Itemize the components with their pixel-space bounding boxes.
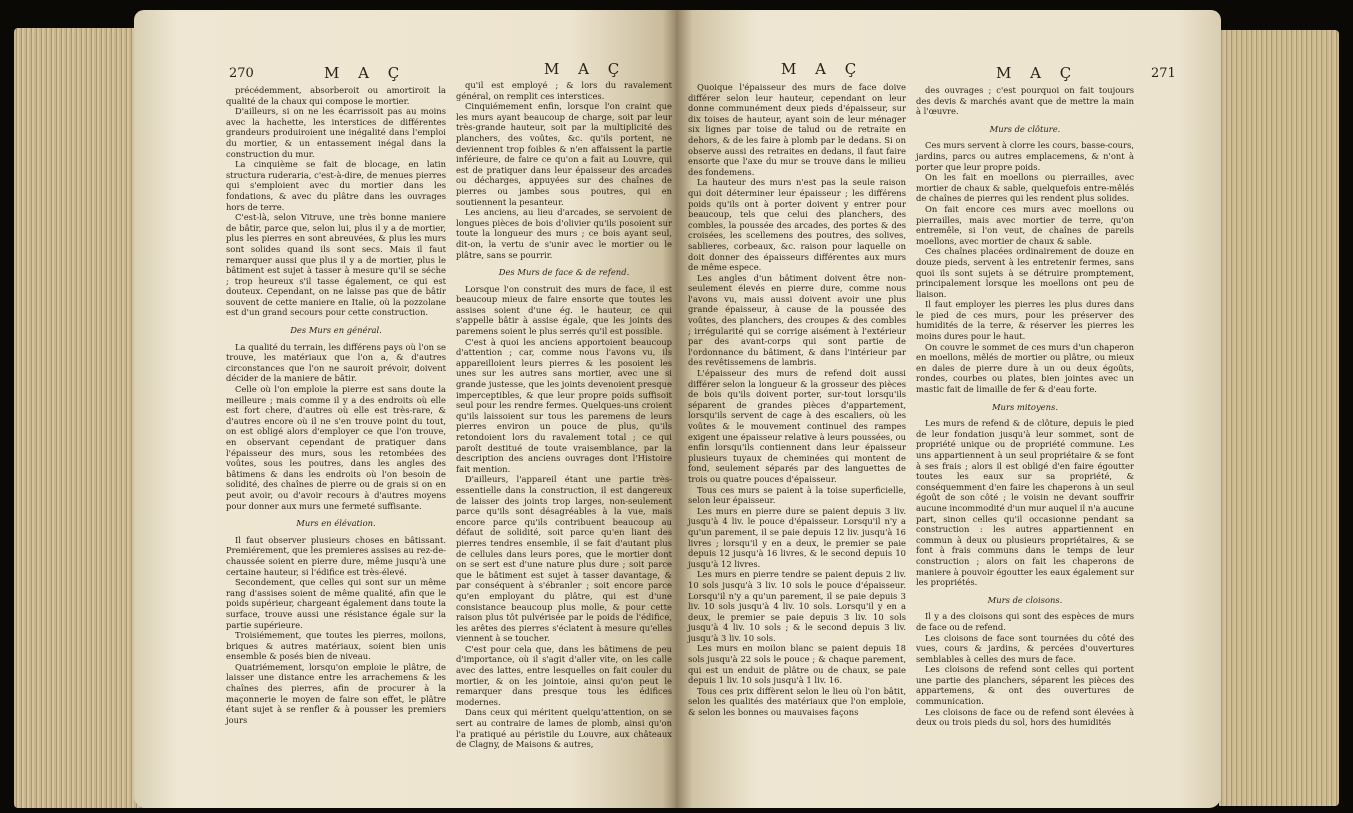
paragraph: Quoique l'épaisseur des murs de face doive différer selon leur hauteur, cependant on leur donne communément deux pieds d'épaisseur, sur dix toises de hauteur, ayant soin de leur ménager six lignes par toise de talud ou de retraite en dehors, & de les faire à plomb par le dedans. Si on observe aussi des retraites en dedans, il faut faire ensorte que l'axe du mur se trouve dans le milieu des fondemens. [688, 82, 906, 177]
right-page [676, 10, 1221, 808]
paragraph: Les murs en moilon blanc se paient depuis 18 sols jusqu'à 22 sols le pouce ; & chaque parement, qui est un enduit de plâtre ou de chaux, se paie depuis 1 liv. 10 sols jusqu'à 1 liv. 16. [688, 643, 906, 686]
paragraph: des ouvrages ; c'est pourquoi on fait toujours des devis & marchés avant que de mettre la main à l'œuvre. [916, 85, 1134, 117]
paragraph: Tous ces murs se paient à la toise superficielle, selon leur épaisseur. [688, 484, 906, 506]
paragraph: Troisiémement, que toutes les pierres, moilons, briques & autres matériaux, soient bien unis ensemble & posés bien de niveau. [226, 630, 446, 662]
paragraph: On fait encore ces murs avec moellons ou pierrailles, mais avec mortier de terre, qu'on entremêle, si l'on veut, de chaînes de pareils moellons, avec mortier de chaux & sable. [916, 203, 1134, 246]
paragraph: La hauteur des murs n'est pas la seule raison qui doit déterminer leur épaisseur ; les différens poids qu'ils ont à porter doivent y entrer pour beaucoup, tels que celui des planchers, des combles, la poussée des arcades, des portes & des croisées, les scellemens des poutres, des solives, sablieres, corbeaux, &c. raison pour laquelle on doit donner des épaisseurs différentes aux murs de même espece. [688, 177, 906, 273]
paragraph: Ces murs servent à clorre les cours, basse-cours, jardins, parcs ou autres emplacemens, & n'ont à porter que leur propre poids. [916, 140, 1134, 172]
paragraph: Celle où l'on emploie la pierre est sans doute la meilleure ; mais comme il y a des endroits où elle est fort chere, d'autres où elle est très-rare, & d'autres encore où il ne s'en trouve point du tout, on est obligé alors d'employer ce que l'on trouve, en observant cependant de pratiquer dans l'épaisseur des murs, sous les retombées des voûtes, sous les poutres, dans les angles des bâtimens & dans les endroits où l'on besoin de solidité, des chaînes de pierre ou de grais si on en peut avoir, ou d'avoir recours à d'autres moyens pour donner aux murs une fermeté suffisante. [226, 384, 446, 511]
paragraph: On les fait en moellons ou pierrailles, avec mortier de chaux & sable, quelquefois entre-mêlés de chaînes de pierres qui les rendent plus solides. [916, 172, 1134, 204]
paragraph: Les murs en pierre tendre se paient depuis 2 liv. 10 sols jusqu'à 3 liv. 10 sols le pouce d'épaisseur. Lorsqu'il n'y a qu'un parement, il se paie depuis 3 liv. 10 sols jusqu'à 4 liv. 10 sols. Lorsqu'il y en a deux, le premier se paie depuis 3 liv. 10 sols jusqu'à 4 liv. 10 sols ; & le second depuis 3 liv. jusqu'à 3 liv. 10 sols. [688, 569, 906, 643]
paragraph: Dans ceux qui méritent quelqu'attention, on se sert au contraire de lames de plomb, ainsi qu'on l'a pratiqué au péristile du Louvre, aux châteaux de Clagny, de Maisons & autres, [456, 707, 672, 750]
paragraph: Les cloisons de face sont tournées du côté des vues, cours & jardins, & percées d'ouvertures semblables à celles des murs de face. [916, 632, 1134, 664]
section-heading: Murs de cloisons. [987, 594, 1063, 605]
paragraph: Quatriémement, lorsqu'on emploie le plâtre, de laisser une distance entre les arrachemens & les chaînes des pierres, afin de procurer à la maçonnerie le moyen de faire son effet, le plâtre étant sujet à se renfler & à pousser les premiers jours [226, 661, 446, 725]
paragraph: Cinquiémement enfin, lorsque l'on craint que les murs ayant beaucoup de charge, soit par leur très-grande hauteur, soit par la multiplicité des planchers, des voûtes, &c. qu'ils portent, ne deviennent trop foibles & n'en affaissent la partie inférieure, de faire ce qu'on a fait au Louvre, qui est de pratiquer dans leur épaisseur des arcades ou décharges, appuyées sur des chaînes de pierres ou jambes sous poutres, qui en soutiennent la pesanteur. [456, 101, 672, 207]
paragraph: L'épaisseur des murs de refend doit aussi différer selon la longueur & la grosseur des pièces de bois qu'ils doivent porter, sur-tout lorsqu'ils séparent de grandes pièces d'appartement, lorsqu'ils servent de cage à des escaliers, où les voûtes & le mouvement continuel des rampes exigent une épaisseur relative à leurs poussées, ou enfin lorsqu'ils contiennent dans leur épaisseur plusieurs tuyaux de cheminées qui montent de fond, seulement séparés par des languettes de trois ou quatre pouces d'épaisseur. [688, 368, 906, 484]
paragraph: C'est à quoi les anciens apportoient beaucoup d'attention ; car, comme nous l'avons vu, ils appareilloient leurs pierres & les posoient les unes sur les autres sans mortier, avec une si grande justesse, que les joints devenoient presque imperceptibles, & que leur propre poids suffisoit seul pour les rendre fermes. Quelques-uns croient qu'ils laissoient sur tous les paremens de leurs pierres environ un pouce de plus, qu'ils retondoient lors du ravalement total ; ce qui paroît destitué de toute vraisemblance, par la description des anciens ouvrages dont l'Histoire fait mention. [456, 336, 672, 474]
text-column-left [226, 85, 446, 725]
paragraph: On couvre le sommet de ces murs d'un chaperon en moellons, mêlés de mortier ou plâtre, ou mieux en dales de pierre dure à un ou deux égoûts, rondes, courbes ou plates, bien jointes avec un mastic fait de limaille de fer & d'eau forte. [916, 341, 1134, 395]
paragraph: D'ailleurs, l'appareil étant une partie très-essentielle dans la construction, il est dangereux de laisser des joints trop larges, non-seulement parce qu'ils sont désagréables à la vue, mais encore parce qu'ils contribuent beaucoup au défaut de solidité, soit parce qu'en liant des pierres tendres ensemble, il se fait d'autant plus de cellules dans leurs pores, que le mortier dont on se sert est d'une nature plus dure ; soit parce que le bâtiment est sujet à tasser davantage, & par conséquent à s'ébranler ; soit encore parce qu'en employant du plâtre, qui est d'une consistance beaucoup plus molle, & pour cette raison plus tôt pulvérisée par le poids de l'édifice, les arêtes des pierres s'éclatent à mesure qu'elles viennent à se toucher. [456, 474, 672, 644]
paragraph: C'est pour cela que, dans les bâtimens de peu d'importance, où il s'agit d'aller vite, on les calle avec des lattes, entre lesquelles on fait couler du mortier, & on les jointoie, ainsi qu'on peut le remarquer dans presque tous les édifices modernes. [456, 643, 672, 707]
paragraph: Les murs de refend & de clôture, depuis le pied de leur fondation jusqu'à leur sommet, sont de propriété unique ou de propriété commune. Les uns appartiennent à un seul propriétaire & se font à ses frais ; alors il est obligé d'en faire égoutter toutes les eaux sur sa propriété, & conséquemment d'en faire les chaperons à un seul égoût de son côté ; le voisin ne devant souffrir aucune incommodité d'un mur auquel il n'a aucune part, sinon celles qu'il occasionne pendant sa construction : les autres appartiennent en commun à deux ou plusieurs propriétaires, & se font à frais communs dans le temps de leur construction ; alors on fait les chaperons de maniere à pouvoir égoutter les eaux également sur les propriétés. [916, 418, 1134, 588]
paragraph: Les murs en pierre dure se paient depuis 3 liv. jusqu'à 4 liv. le pouce d'épaisseur. Lorsqu'il n'y a qu'un parement, il se paie depuis 12 liv. jusqu'à 16 livres ; lorsqu'il y en a deux, le premier se paie depuis 12 jusqu'à 16 livres, & le second depuis 10 jusqu'à 12 livres. [688, 505, 906, 569]
text-column-right [916, 85, 1134, 728]
paragraph: Il y a des cloisons qui sont des espèces de murs de face ou de refend. [916, 611, 1134, 632]
left-page [134, 10, 679, 808]
paragraph: Secondement, que celles qui sont sur un même rang d'assises soient de même qualité, afin que le poids supérieur, chargeant également dans toute la surface, trouve aussi une résistance égale sur la partie supérieure. [226, 577, 446, 630]
page-number: 271 [1151, 66, 1176, 81]
text-column-right [456, 80, 672, 750]
paragraph: C'est-là, selon Vitruve, une très bonne maniere de bâtir, parce que, selon lui, plus il y a de mortier, plus les pierres en sont abreuvées, & plus les murs sont solides quand ils sont secs. Mais il faut remarquer aussi que plus il y a de mortier, plus le bâtiment est sujet à tasser à mesure qu'il se séche ; trop heureux s'il tasse également, ce qui est douteux. Cependant, on ne laisse pas que de bâtir souvent de cette maniere en Italie, où la pozzolane est d'un grand secours pour cette construction. [226, 212, 446, 318]
paragraph: Ces chaînes placées ordinairement de douze en douze pieds, servent à les entretenir fermes, sans quoi ils sont sujets à se détruire promptement, principalement lorsque les moellons ont peu de liaison. [916, 246, 1134, 299]
section-heading: Murs mitoyens. [991, 401, 1058, 412]
section-heading: Des Murs de face & de refend. [498, 267, 630, 278]
page-number: 270 [229, 66, 254, 81]
text-column-left [688, 82, 906, 718]
right-page-edges [1219, 30, 1339, 806]
paragraph: Les cloisons de face ou de refend sont élevées à deux ou trois pieds du sol, hors des humidités [916, 706, 1134, 728]
paragraph: Les cloisons de refend sont celles qui portent une partie des planchers, séparent les pièces des appartemens, & ont des ouvertures de communication. [916, 664, 1134, 707]
section-heading: Des Murs en général. [290, 325, 382, 336]
paragraph: précédemment, absorberoit ou amortiroit la qualité de la chaux qui compose le mortier. [226, 85, 446, 106]
open-book [14, 10, 1339, 808]
paragraph: qu'il est employé ; & lors du ravalement général, on remplit ces interstices. [456, 80, 672, 101]
running-head: M A Ç [544, 60, 627, 78]
paragraph: Les angles d'un bâtiment doivent être non-seulement élevés en pierre dure, comme nous l'avons vu, mais aussi doivent avoir une plus grande épaisseur, à cause de la poussée des voûtes, des planchers, des croupes & des combles ; irrégularité qui se corrige aisément à l'extérieur par des avant-corps qui sont partie de l'ordonnance du bâtiment, & dans l'intérieur par des revêtissemens de lambris. [688, 272, 906, 368]
paragraph: Tous ces prix diffèrent selon le lieu où l'on bâtit, selon les qualités des matériaux que l'on emploie, & selon les bonnes ou mauvaises façons [688, 685, 906, 718]
paragraph: D'ailleurs, si on ne les écarrissoit pas au moins avec la hachette, les interstices de différentes grandeurs produiroient une inégalité dans l'emploi du mortier, & un entassement inégal dans la construction du mur. [226, 106, 446, 159]
paragraph: Les anciens, au lieu d'arcades, se servoient de longues pièces de bois d'olivier qu'ils posoient sur toute la longueur des murs ; ce bois ayant seul, dit-on, la vertu de s'unir avec le mortier ou le plâtre, sans se pourrir. [456, 207, 672, 260]
section-heading: Murs en élévation. [296, 518, 376, 529]
paragraph: Il faut observer plusieurs choses en bâtissant. Premiérement, que les premieres assises au rez-de-chaussée soient en pierre dure, même jusqu'à une certaine hauteur, si l'édifice est très-élevé. [226, 534, 446, 577]
section-heading: Murs de clôture. [989, 123, 1061, 134]
running-head: M A Ç [324, 64, 407, 82]
paragraph: Lorsque l'on construit des murs de face, il est beaucoup mieux de faire ensorte que toutes les assises soient d'une ég. le hauteur, ce qui s'appelle bâtir à assise égale, que les joints des paremens soient le plus serrés qu'il est possible. [456, 283, 672, 337]
paragraph: La cinquième se fait de blocage, en latin structura ruderaria, c'est-à-dire, de menues pierres qui s'emploient avec du mortier dans les fondations, & avec du plâtre dans les ouvrages hors de terre. [226, 159, 446, 212]
running-head: M A Ç [996, 64, 1079, 82]
running-head: M A Ç [781, 60, 864, 78]
paragraph: Il faut employer les pierres les plus dures dans le pied de ces murs, pour les préserver des humidités de la terre, & réserver les pierres les moins dures pour le haut. [916, 299, 1134, 342]
left-page-edges [14, 28, 146, 808]
paragraph: La qualité du terrain, les différens pays où l'on se trouve, les matériaux que l'on a, & d'autres circonstances que l'on ne sauroit prévoir, doivent décider de la maniere de bâtir. [226, 341, 446, 384]
